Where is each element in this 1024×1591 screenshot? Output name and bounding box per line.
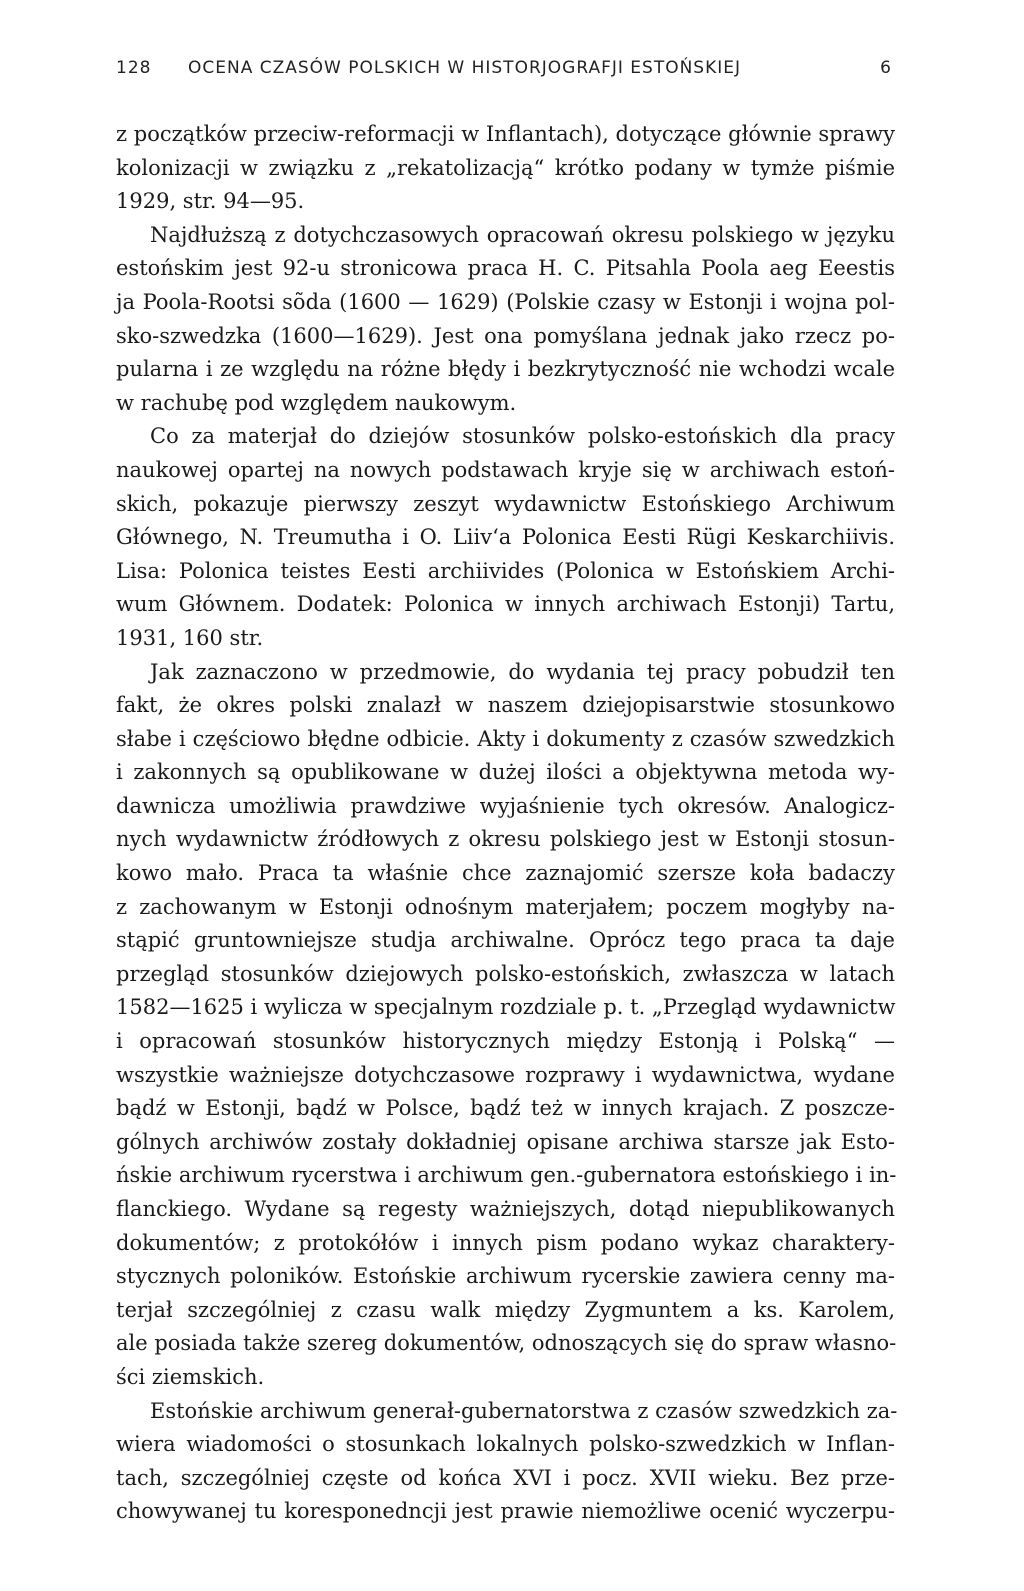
text-line: słabe i częściowo błędne odbicie. Akty i dokumenty z czasów szwedzkich (116, 726, 895, 751)
text-line: ale posiada także szereg dokumentów, odnoszących się do spraw własno- (116, 1331, 897, 1356)
text-line: Głównego, N. Treumutha i O. Liiv‘a Polonica Eesti Rügi Keskarchiivis. (116, 525, 895, 550)
text-line: stąpić gruntowniejsze studja archiwalne. Oprócz tego praca ta daje (116, 928, 895, 953)
text-line: w rachubę pod względem naukowym. (116, 390, 517, 415)
text-line: pularna i ze względu na różne błędy i bezkrytyczność nie wchodzi wcale (116, 357, 895, 382)
text-line: sko-szwedzka (1600—1629). Jest ona pomyślana jednak jako rzecz po- (116, 323, 895, 348)
text-line: Jak zaznaczono w przedmowie, do wydania tej pracy pobudził ten (150, 659, 895, 684)
text-line: z zachowanym w Estonji odnośnym materjałem; poczem mogłyby na- (116, 894, 895, 919)
text-line: wiera wiadomości o stosunkach lokalnych polsko-szwedzkich w Inflan- (116, 1432, 895, 1457)
text-line: nych wydawnictw źródłowych z okresu polskiego jest w Estonji stosun- (116, 827, 895, 852)
text-line: i opracowań stosunków historycznych między Estonją i Polską“ — (116, 1029, 895, 1054)
folio-number: 6 (880, 58, 892, 78)
text-line: Lisa: Polonica teistes Eesti archiivides (Polonica w Estońskiem Archi- (116, 558, 895, 583)
text-line: ści ziemskich. (116, 1364, 265, 1389)
running-title: OCENA CZASÓW POLSKICH W HISTORJOGRAFJI ESTOŃSKIEJ (188, 58, 742, 78)
text-line: Najdłuższą z dotychczasowych opracowań okresu polskiego w języku (150, 222, 895, 247)
text-line: wum Głównem. Dodatek: Polonica w innych archiwach Estonji) Tartu, (116, 592, 895, 617)
text-line: ja Poola-Rootsi sõda (1600 — 1629) (Polskie czasy w Estonji i wojna pol- (116, 289, 895, 314)
text-line: tach, szczególniej częste od końca XVI i pocz. XVII wieku. Bez prze- (116, 1465, 895, 1490)
text-line: dokumentów; z protokółów i innych pism podano wykaz charaktery- (116, 1230, 895, 1255)
page-number: 128 (116, 58, 152, 78)
text-line: dawnicza umożliwia prawdziwe wyjaśnienie tych okresów. Analogicz- (116, 793, 895, 818)
text-line: ńskie archiwum rycerstwa i archiwum gen.-gubernatora estońskiego i in- (116, 1163, 897, 1188)
text-line: Estońskie archiwum generał-gubernatorstwa z czasów szwedzkich za- (150, 1398, 898, 1423)
text-line: stycznych poloników. Estońskie archiwum rycerskie zawiera cenny ma- (116, 1264, 895, 1289)
text-line: flanckiego. Wydane są regesty ważniejszych, dotąd niepublikowanych (116, 1197, 895, 1221)
text-line: terjał szczególniej z czasu walk między Zygmuntem a ks. Karolem, (116, 1297, 895, 1322)
text-line: estońskim jest 92-u stronicowa praca H. C. Pitsahla Poola aeg Eeestis (116, 256, 895, 281)
body-text (116, 118, 898, 1529)
text-line: bądź w Estonji, bądź w Polsce, bądź też w innych krajach. Z poszcze- (116, 1096, 895, 1121)
text-line: z początków przeciw-reformacji w Inflantach), dotyczące głównie sprawy (116, 122, 895, 146)
text-line: gólnych archiwów zostały dokładniej opisane archiwa starsze jak Esto- (116, 1129, 895, 1154)
text-line: naukowej opartej na nowych podstawach kryje się w archiwach estoń- (116, 457, 895, 482)
text-line: 1582—1625 i wylicza w specjalnym rozdziale p. t. „Przegląd wydawnictw (116, 995, 896, 1020)
text-line: kolonizacji w związku z „rekatolizacją“ krótko podany w tymże piśmie (116, 155, 895, 180)
text-line: kowo mało. Praca ta właśnie chce zaznajomić szersze koła badaczy (116, 861, 895, 886)
text-line: chowywanej tu koresponedncji jest prawie niemożliwe ocenić wyczerpu- (116, 1499, 895, 1524)
text-line: i zakonnych są opublikowane w dużej ilości a objektywna metoda wy- (116, 760, 895, 785)
page-header (116, 58, 892, 88)
text-line: 1931, 160 str. (116, 625, 264, 650)
text-line: Co za materjał do dziejów stosunków polsko-estońskich dla pracy (150, 424, 895, 449)
text-line: wszystkie ważniejsze dotychczasowe rozprawy i wydawnictwa, wydane (116, 1062, 895, 1087)
text-line: fakt, że okres polski znalazł w naszem dziejopisarstwie stosunkowo (116, 693, 895, 718)
text-line: skich, pokazuje pierwszy zeszyt wydawnictw Estońskiego Archiwum (116, 491, 895, 516)
text-line: przegląd stosunków dziejowych polsko-estońskich, zwłaszcza w latach (116, 961, 895, 986)
text-line: 1929, str. 94—95. (116, 189, 305, 214)
